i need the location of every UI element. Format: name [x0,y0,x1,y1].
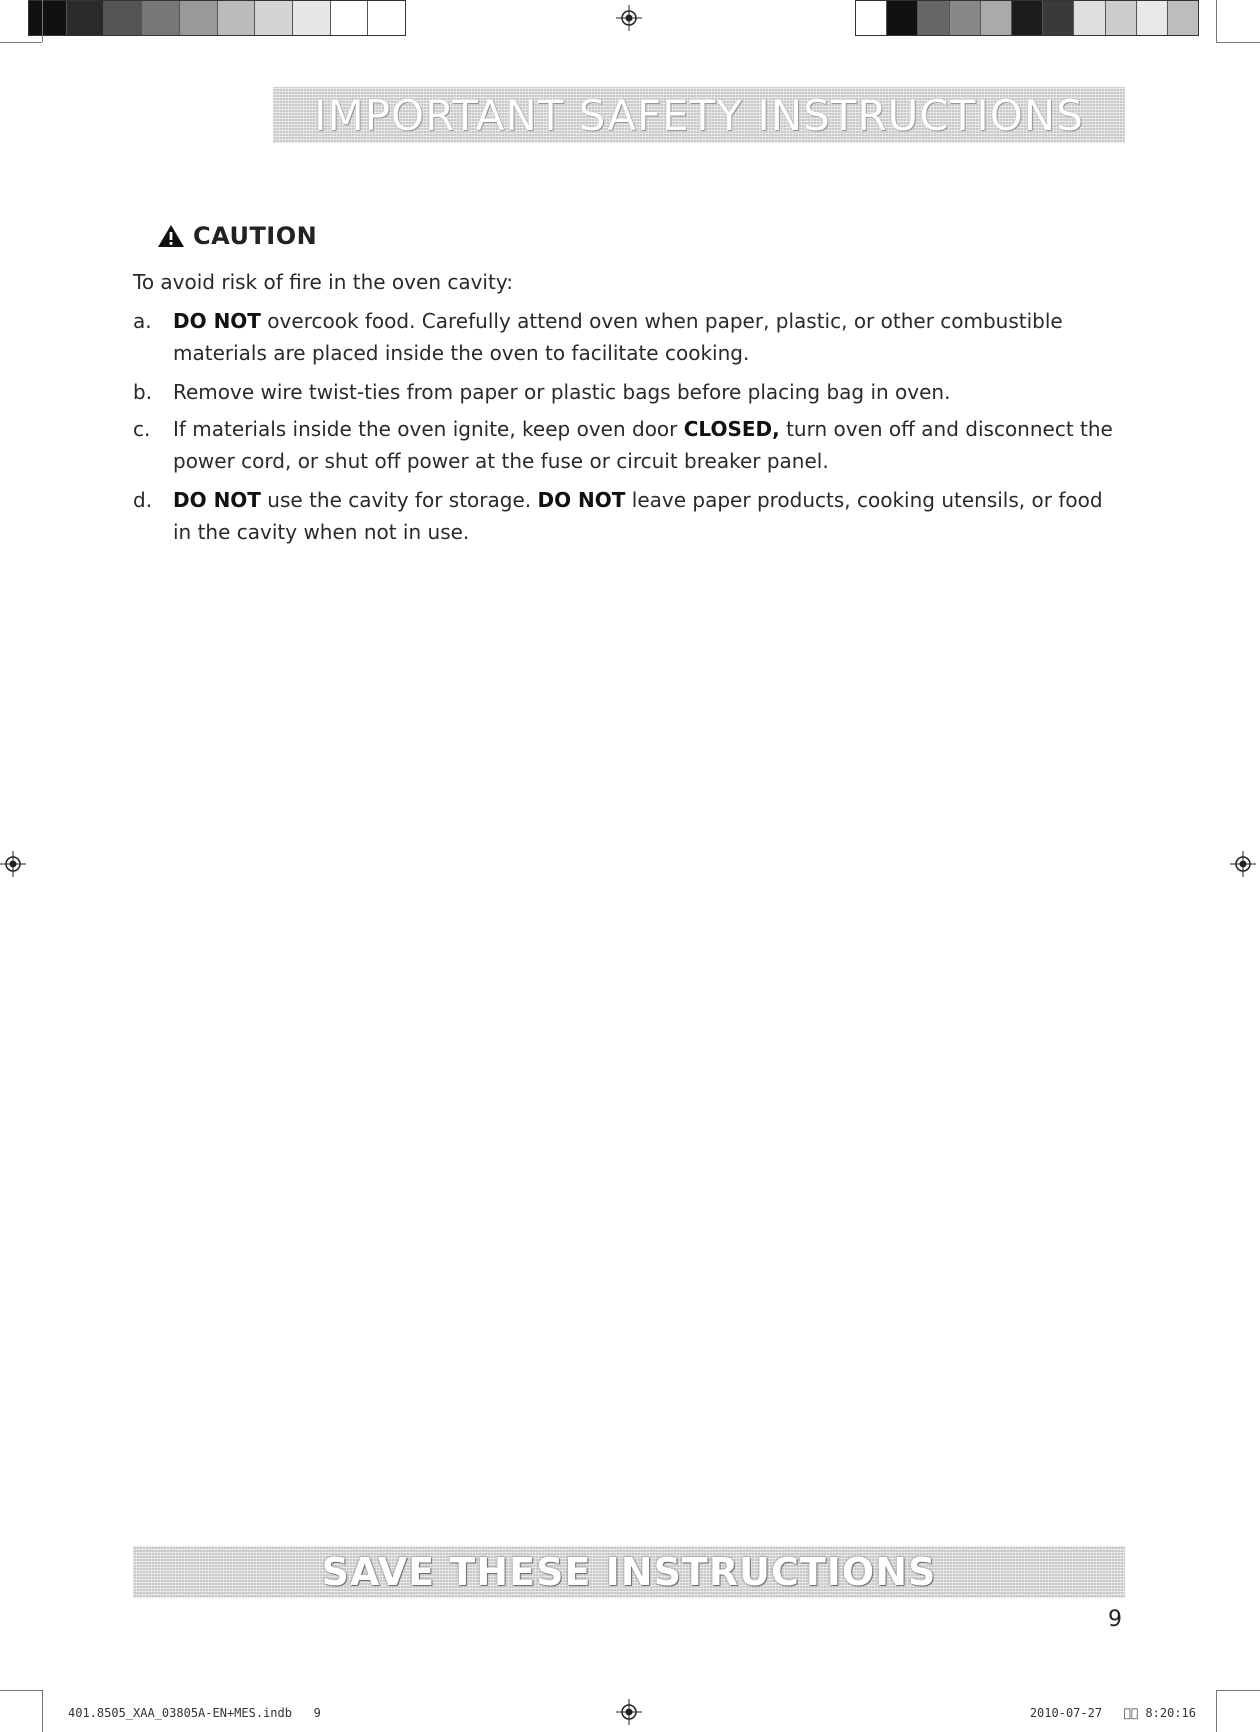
color-swatch [331,1,369,35]
crop-mark [1216,1690,1217,1732]
list-item-letter: a. [133,309,152,333]
color-swatch [918,1,949,35]
footer-file-name: 401.8505_XAA_03805A-EN+MES.indb 9 [68,1706,321,1720]
crop-mark [1216,0,1217,42]
color-swatch [29,1,67,35]
color-swatch [1074,1,1105,35]
color-swatch [180,1,218,35]
list-item [133,305,1113,369]
crop-mark [0,42,42,43]
crop-mark [1216,1690,1260,1691]
color-swatch [887,1,918,35]
color-swatch [218,1,256,35]
header-banner-title: IMPORTANT SAFETY INSTRUCTIONS [314,90,1084,140]
list-item-text: Remove wire twist-ties from paper or plastic bags before placing bag in oven. [173,380,951,404]
list-item-text: DO NOT use the cavity for storage. DO NOT leave paper products, cooking utensils, or food in the cavity when not in use. [173,488,1103,544]
warning-triangle-icon [157,224,185,248]
color-bar-right [855,0,1199,36]
list-item-text: If materials inside the oven ignite, keep oven door CLOSED, turn oven off and disconnect the power cord, or shut off power at the fuse or circuit breaker panel. [173,417,1113,473]
crop-mark [42,0,43,42]
page-number: 9 [1108,1607,1122,1632]
footer-banner-title: SAVE THESE INSTRUCTIONS [321,1550,937,1594]
caution-heading [157,222,317,250]
color-swatch [293,1,331,35]
header-banner [273,87,1125,143]
list-item-letter: c. [133,417,151,441]
color-swatch [255,1,293,35]
color-swatch [1106,1,1137,35]
registration-mark-icon [616,5,642,31]
footer-timestamp: 2010-07-27 ￿￿ 8:20:16 [1029,1706,1196,1720]
color-swatch [1168,1,1198,35]
registration-mark-icon [0,851,26,877]
color-swatch [1137,1,1168,35]
color-swatch [1012,1,1043,35]
color-swatch [142,1,180,35]
list-item-text: DO NOT overcook food. Carefully attend oven when paper, plastic, or other combustible materials are placed inside the oven to facilitate cooking. [173,309,1063,365]
color-swatch [368,1,405,35]
caution-title: CAUTION [193,222,318,250]
crop-mark [1216,42,1260,43]
color-swatch [981,1,1012,35]
crop-mark [0,1690,42,1691]
list-item [133,376,1113,408]
color-swatch [67,1,105,35]
color-swatch [1043,1,1074,35]
caution-intro: To avoid risk of fire in the oven cavity: [133,270,513,294]
crop-mark [42,1690,43,1732]
list-item-letter: b. [133,380,153,404]
list-item [133,484,1113,548]
list-item-letter: d. [133,488,153,512]
footer-banner [133,1546,1125,1598]
list-item [133,413,1113,477]
color-swatch [104,1,142,35]
registration-mark-icon [616,1699,642,1725]
color-bar-left [28,0,406,36]
color-swatch [856,1,887,35]
registration-mark-icon [1230,851,1256,877]
color-swatch [950,1,981,35]
